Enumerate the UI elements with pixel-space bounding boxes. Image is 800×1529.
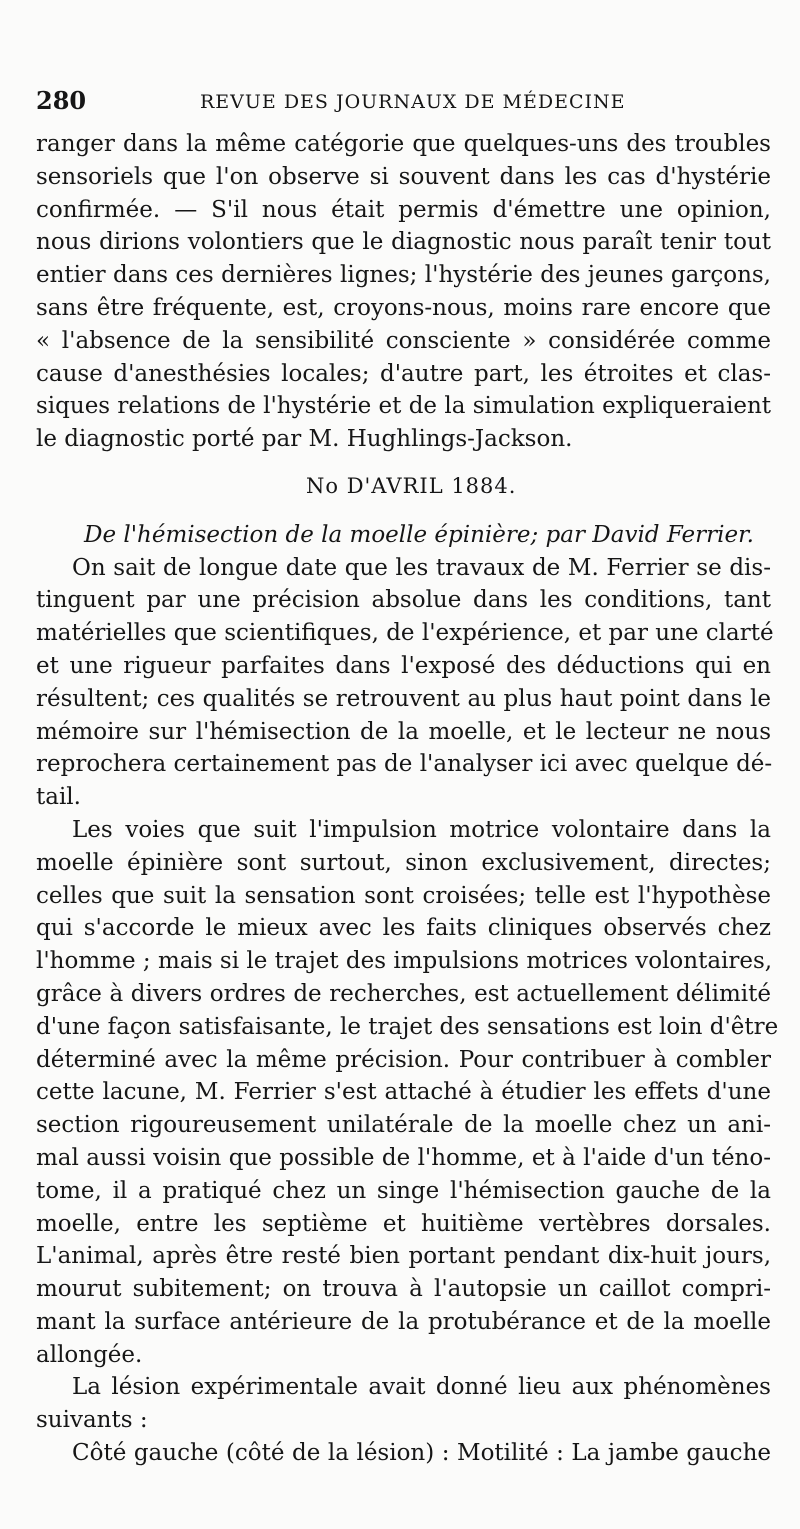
text-line: tome, il a pratiqué chez un singe l'hémisection gauche de la [36,1177,771,1204]
text-line: l'homme ; mais si le trajet des impulsions motrices volontaires, [36,948,773,975]
text-line: d'une façon satisfaisante, le trajet des sensations est loin d'être [36,1013,779,1040]
text-line: mémoire sur l'hémisection de la moelle, et le lecteur ne nous [36,718,771,745]
text-line: cause d'anesthésies locales; d'autre part, les étroites et clas- [36,360,771,387]
text-line: cette lacune, M. Ferrier s'est attaché à étudier les effets d'une [36,1079,771,1106]
body-text [36,128,779,1470]
text-line: L'animal, après être resté bien portant pendant dix-huit jours, [36,1243,771,1270]
text-line: nous dirions volontiers que le diagnostic nous paraît tenir tout [36,229,771,256]
running-head: REVUE DES JOURNAUX DE MÉDECINE [200,91,626,113]
text-line: qui s'accorde le mieux avec les faits cliniques observés chez [36,915,771,942]
text-line: moelle, entre les septième et huitième vertèbres dorsales. [36,1210,771,1237]
text-line: sensoriels que l'on observe si souvent dans les cas d'hystérie [36,163,771,190]
text-line: Les voies que suit l'impulsion motrice volontaire dans la [72,816,771,843]
text-line: reprochera certainement pas de l'analyser ici avec quelque dé- [36,751,773,778]
article-title [36,519,771,552]
text-line: grâce à divers ordres de recherches, est actuellement délimité [36,980,771,1007]
text-line: moelle épinière sont surtout, sinon exclusivement, directes; [36,849,771,876]
page-number: 280 [36,86,87,115]
text-line: La lésion expérimentale avait donné lieu aux phénomènes [72,1374,771,1401]
text-line: matérielles que scientifiques, de l'expérience, et par une clarté [36,620,774,647]
text-line: section rigoureusement unilatérale de la moelle chez un ani- [36,1112,771,1139]
text-line: mourut subitement; on trouva à l'autopsie un caillot compri- [36,1276,771,1303]
text-line: suivants : [36,1407,148,1434]
text-line: déterminé avec la même précision. Pour contribuer à combler [36,1046,771,1073]
text-line: sans être fréquente, est, croyons-nous, moins rare encore que [36,294,771,321]
text-line: résultent; ces qualités se retrouvent au plus haut point dans le [36,685,771,712]
text-line: siques relations de l'hystérie et de la simulation expliqueraient [36,393,772,420]
text-line: allongée. [36,1341,143,1368]
text-line: On sait de longue date que les travaux de M. Ferrier se dis- [72,554,771,581]
text-line: entier dans ces dernières lignes; l'hystérie des jeunes garçons, [36,262,771,289]
text-line: et une rigueur parfaites dans l'exposé des déductions qui en [36,652,771,679]
text-line: « l'absence de la sensibilité consciente » considérée comme [36,327,771,354]
text-line: tail. [36,784,81,811]
text-line: Côté gauche (côté de la lésion) : Motilité : La jambe gauche [72,1440,771,1467]
page-header [36,86,766,116]
text-line: ranger dans la même catégorie que quelques-uns des troubles [36,131,771,157]
text-line: mant la surface antérieure de la protubérance et de la moelle [36,1308,771,1335]
text-line: confirmée. — S'il nous était permis d'émettre une opinion, [36,196,771,223]
text-line: tinguent par une précision absolue dans les conditions, tant [36,587,771,614]
text-line: mal aussi voisin que possible de l'homme, et à l'aide d'un téno- [36,1144,771,1171]
text-line: le diagnostic porté par M. Hughlings-Jackson. [36,426,573,453]
text-line: celles que suit la sensation sont croisées; telle est l'hypothèse [36,882,771,909]
section-heading: No D'AVRIL 1884. [306,473,517,498]
article-title-italic: De l'hémisection de la moelle épinière; par David Ferrier. [84,521,754,548]
